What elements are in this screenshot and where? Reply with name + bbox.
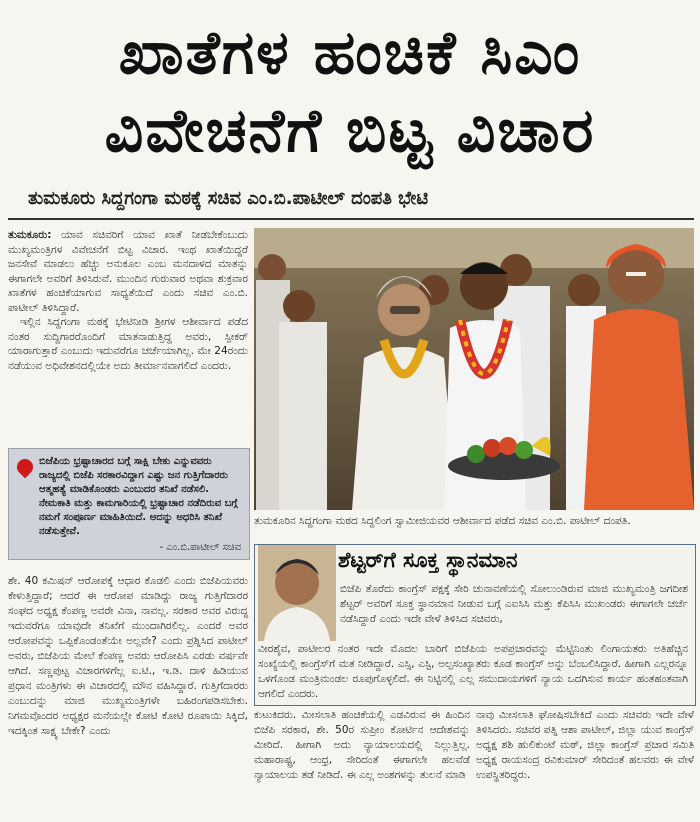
photo-caption: ತುಮಕೂರಿನ ಸಿದ್ದಗಂಗಾ ಮಠದ ಸಿದ್ದಲಿಂಗ ಸ್ವಾಮೀಜಿಯವರ ಆಶೀರ್ವಾದ ಪಡೆದ ಸಚಿವ ಎಂ.ಬಿ. ಪಾಟೀಲ್ ದಂಪತಿ.	[254, 515, 631, 527]
box-title: ಶೆಟ್ಟರ್‌ಗೆ ಸೂಕ್ತ ಸ್ಥಾನಮಾನ	[338, 548, 518, 572]
headline-line-2: ವಿವೇಚನೆಗೆ ಬಿಟ್ಟ ವಿಚಾರ	[104, 96, 596, 166]
article-column-a: ಶೇ. 40 ಕಮಿಷನ್ ಆರೋಪಕ್ಕೆ ಆಧಾರ ಕೊಡಲಿ ಎಂದು ಬಿಜೆಪಿಯವರು ಕೇಳುತ್ತಿದ್ದಾರೆ; ಆದರೆ ಈ ಆರೋಪ ಮಾಡಿದ್ದು ರಾಜ್ಯ ಗುತ್ತಿಗೆದಾರರ ಸಂಘದ ಅಧ್ಯಕ್ಷ ಕೆಂಪಣ್ಣ ಅವರೇ ವಿನಾ, ನಾವಲ್ಲ. ಸರಕಾರ ಅವರ ವಿರುದ್ಧ ಇದುವರೆಗೂ ಯಾವುದೇ ತನಿಖೆಗೆ ಮುಂದಾಗಿರಲಿಲ್ಲ. ಎಂದರೆ ಅವರ ಆರೋಪವನ್ನು ಒಪ್ಪಿಕೊಂಡಂತೆಯೇ ಅಲ್ಲವೇ? ಎಂದು ಪ್ರಶ್ನಿಸಿದ ಪಾಟೀಲ್ ಅವರು, ಬಿಜೆಪಿಯ ಮೇಲೆ ಕೆಂಪಣ್ಣ ಅವರು ಆರೋಪಿಸಿ ಎರಡು ವರ್ಷವೇ ಆಗಿದೆ. ಸಣ್ಣಪುಟ್ಟ ವಿಚಾರಗಳಿಗೆಲ್ಲ ಐ.ಟಿ., ಇ.ಡಿ. ದಾಳಿ ಹಿಡಿಯುವ ಪ್ರಧಾನ ಮಂತ್ರಿಗಳು ಈ ವಿಚಾರದಲ್ಲಿ ಮೌನ ವಹಿಸಿದ್ದಾರೆ. ಗುತ್ತಿಗೆದಾರರು ಎಂಬುದನ್ನು ಮಾಜಿ ಮುಖ್ಯಮಂತ್ರಿಗಳೇ ಬಹಿರಂಗಪಡಿಸಬೇಕು. ನಿಗಮವೊಂದರ ಅಧ್ಯಕ್ಷರ ಮನೆಯಲ್ಲೇ ಕೋಟಿ ಕೋಟಿ ರೂಪಾಯಿ ಸಿಕ್ಕಿದೆ, ಇದಕ್ಕಿಂತ ಸಾಕ್ಷ್ಯ ಬೇಕೇ? ಎಂದು	[8, 575, 248, 737]
quote-box	[8, 448, 250, 560]
divider	[8, 218, 694, 220]
box-text-2: ವೀರಶೈವ, ಪಾಟೀಲರ ನಂತರ ಇದೇ ಮೊದಲ ಬಾರಿಗೆ ಬಿಜೆಪಿಯ ಅಪಪ್ರಚಾರವನ್ನು ಮೆಟ್ಟಿನಿಂತು ಲಿಂಗಾಯತರು ಅತಿಹೆಚ್ಚಿನ ಸಂಖ್ಯೆಯಲ್ಲಿ ಕಾಂಗ್ರೆಸ್‌ಗೆ ಮತ ನೀಡಿದ್ದಾರೆ. ಎಸ್ಸಿ, ಎಸ್ಟಿ, ಅಲ್ಪಸಂಖ್ಯಾತರು ಕೂಡ ಕಾಂಗ್ರೆಸ್ ಅನ್ನು ಬೆಂಬಲಿಸಿದ್ದಾರೆ. ಹೀಗಾಗಿ ಎಲ್ಲರನ್ನೂ ಒಳಗೊಂಡ ಮಂತ್ರಿಮಂಡಲ ರೂಪುಗೊಳ್ಳಲಿದೆ. ಈ ನಿಟ್ಟಿನಲ್ಲಿ ಎಲ್ಲ ಸಮುದಾಯಗಳಿಗೆ ನ್ಯಾಯ ಒದಗಿಸುವ ಕಾರ್ಯ ಹಂತಹಂತವಾಗಿ ಆಗಲಿದೆ ಎಂದರು.	[258, 643, 688, 700]
headline	[8, 14, 692, 170]
article-column-c: ನಾವು ಮೀಸಲಾತಿ ಘೋಷಿಸಬೇಕಿದೆ ಎಂದು ಸಚಿವರು ಇದೇ ವೇಳೆ ತಿಳಿಸಿದರು. ಸಚಿವರ ಪತ್ನಿ ಆಶಾ ಪಾಟೀಲ್, ಜಿಲ್ಲಾ ಯುವ ಕಾಂಗ್ರೆಸ್ ಅಧ್ಯಕ್ಷ ಶಶಿ ಹುಲಿಕುಂಟೆ ಮಠ್, ಜಿಲ್ಲಾ ಕಾಂಗ್ರೆಸ್ ಪ್ರಚಾರ ಸಮಿತಿ ಅಧ್ಯಕ್ಷ ರಾಯಸಂದ್ರ ರವಿಕುಮಾರ್ ಸೇರಿದಂತೆ ಹಲವರು ಈ ವೇಳೆ ಉಪಸ್ಥಿತರಿದ್ದರು.	[476, 709, 694, 781]
intro-paragraph-2: ಇಲ್ಲಿನ ಸಿದ್ದಗಂಗಾ ಮಠಕ್ಕೆ ಭೇಟಿನೀಡಿ ಶ್ರೀಗಳ ಆಶೀರ್ವಾದ ಪಡೆದ ನಂತರ ಸುದ್ದಿಗಾರರೊಂದಿಗೆ ಮಾತನಾಡುತ್ತಿದ್ದ ಅವರು, ಸ್ಪೀಕರ್ ಯಾರಾಗುತ್ತಾರೆ ಎಂಬುದು ಇದುವರೆಗೂ ಚರ್ಚೆಯಾಗಿಲ್ಲ. ಮೇ 24ರಂದು ನಡೆಯುವ ಅಧಿವೇಶನದಲ್ಲಿಯೇ ಅದು ತೀರ್ಮಾನವಾಗಲಿದೆ ಎಂದರು.	[8, 316, 248, 372]
subheadline: ತುಮಕೂರು ಸಿದ್ದಗಂಗಾ ಮಠಕ್ಕೆ ಸಚಿವ ಎಂ.ಬಿ.ಪಾಟೀಲ್ ದಂಪತಿ ಭೇಟಿ	[28, 188, 429, 209]
portrait-photo	[258, 545, 336, 641]
box-text-1: ಬಿಜೆಪಿ ತೊರೆದು ಕಾಂಗ್ರೆಸ್ ಪಕ್ಷಕ್ಕೆ ಸೇರಿ ಚುನಾವಣೆಯಲ್ಲಿ ಸೋಲುಂಡಿರುವ ಮಾಜಿ ಮುಖ್ಯಮಂತ್ರಿ ಜಗದೀಶ ಶೆಟ್ಟರ್ ಅವರಿಗೆ ಸೂಕ್ತ ಸ್ಥಾನಮಾನ ನೀಡುವ ಬಗ್ಗೆ ಎಐಸಿಸಿ ಮತ್ತು ಕೆಪಿಸಿಸಿ ಮುಖಂಡರು ಈಗಾಗಲೇ ಚರ್ಚೆ ನಡೆಸಿದ್ದಾರೆ ಎಂದು ಇದೇ ವೇಳೆ ತಿಳಿಸಿದ ಸಚಿವರು,	[340, 583, 688, 625]
article-column-b: ಕುಟುಕಿದರು. ಮೀಸಲಾತಿ ಹಂಚಿಕೆಯಲ್ಲಿ ಎಡವಿರುವ ಈ ಹಿಂದಿನ ಬಿಜೆಪಿ ಸರಕಾರ, ಶೇ. 50ರ ಸುಪ್ರೀಂ ಕೋರ್ಟಿನ ಆದೇಶವನ್ನು ಮೀರಿದೆ. ಹೀಗಾಗಿ ಅದು ನ್ಯಾಯಾಲಯದಲ್ಲಿ ನಿಲ್ಲುತ್ತಿಲ್ಲ. ಮಹಾರಾಷ್ಟ್ರ, ಆಂಧ್ರ, ಸೇರಿದಂತೆ ಈಗಾಗಲೇ ಹಲವೆಡೆ ನ್ಯಾಯಾಲಯ ತಡೆ ನೀಡಿದೆ. ಈ ಎಲ್ಲ ಅಂಶಗಳನ್ನು ತುಲನೆ ಮಾಡಿ	[254, 709, 470, 781]
quote-text: ಬಿಜೆಪಿಯ ಭ್ರಷ್ಟಾಚಾರದ ಬಗ್ಗೆ ಸಾಕ್ಷಿ ಬೇಕು ಎನ್ನುವವರು ರಾಜ್ಯದಲ್ಲಿ ಬಿಜೆಪಿ ಸರಕಾರವಿದ್ದಾಗ ಎಷ್ಟು ಜನ ಗುತ್ತಿಗೆದಾರರು ಆತ್ಮಹತ್ಯೆ ಮಾಡಿಕೊಂಡರು ಎಂಬುದರ ತನಿಖೆ ನಡೆಸಲಿ. ನೇಮಕಾತಿ ಮತ್ತು ಕಾಮಗಾರಿಯಲ್ಲಿ ಭ್ರಷ್ಟಾಚಾರ ನಡೆದಿರುವ ಬಗ್ಗೆ ನಮಗೆ ಸಂಪೂರ್ಣ ಮಾಹಿತಿಯಿದೆ. ಅದನ್ನು ಅಧರಿಸಿ ತನಿಖೆ ನಡೆಸುತ್ತೇವೆ.	[39, 456, 238, 537]
headline-line-1: ಖಾತೆಗಳ ಹಂಚಿಕೆ ಸಿಎಂ	[118, 18, 582, 88]
article-intro	[8, 228, 248, 373]
quote-signature: - ಎಂ.ಬಿ.ಪಾಟೀಲ್ ಸಚಿವ	[159, 542, 241, 553]
news-photo	[254, 228, 694, 510]
photo-illustration	[254, 228, 694, 510]
intro-paragraph-1: ಯಾವ ಸಚಿವರಿಗೆ ಯಾವ ಖಾತೆ ನೀಡಬೇಕೆಂಬುದು ಮುಖ್ಯಮಂತ್ರಿಗಳ ವಿವೇಚನೆಗೆ ಬಿಟ್ಟ ವಿಚಾರ. ಇಂಥ ಖಾತೆಯಿದ್ದರೆ ಜನಸೇವೆ ಮಾಡಲು ಹೆಚ್ಚು ಅನುಕೂಲ ಎಂಬ ಮನದಾಳದ ಮಾತನ್ನು ಈಗಾಗಲೇ ಅವರಿಗೆ ತಿಳಿಸಿರುವೆ. ಮುಂದಿನ ಗುರುವಾರ ಅಥವಾ ಶುಕ್ರವಾರ ಖಾತೆಗಳ ಹಂಚಿಕೆಯಾಗುವ ಸಾಧ್ಯತೆಯಿದೆ ಎಂದು ಸಚಿವ ಎಂ.ಬಿ. ಪಾಟೀಲ್ ತಿಳಿಸಿದ್ದಾರೆ.	[8, 229, 248, 314]
portrait-illustration	[258, 545, 336, 641]
quote-marker-icon	[14, 456, 37, 479]
dateline: ತುಮಕೂರು:	[8, 229, 52, 241]
